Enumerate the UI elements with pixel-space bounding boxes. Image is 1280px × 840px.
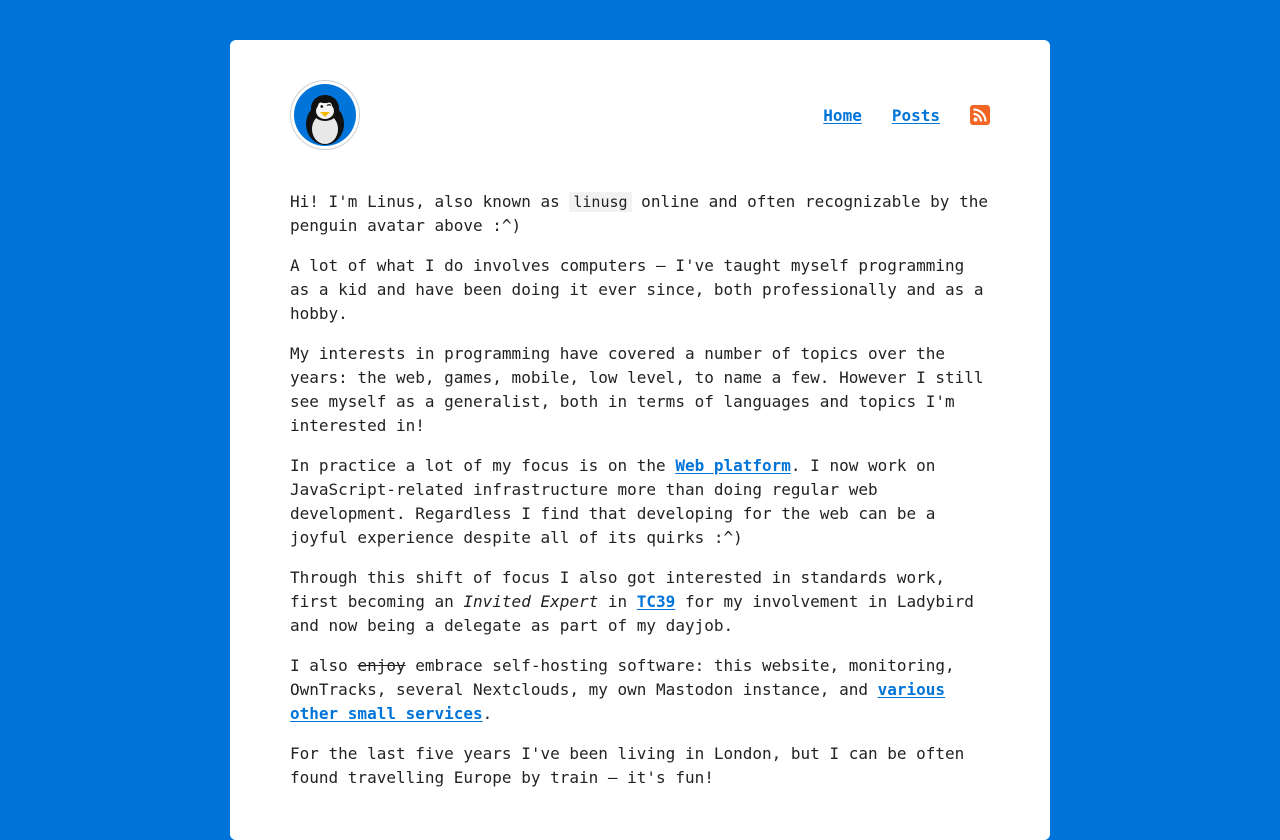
text-fragment: online and often recognizable by the penguin avatar above :^) [290,192,988,235]
text-fragment: In practice a lot of my focus is on the [290,456,676,475]
avatar[interactable] [290,80,360,150]
penguin-icon [294,84,356,146]
self-hosting-paragraph [290,654,990,726]
interests-paragraph: My interests in programming have covered a number of topics over the years: the web, games, mobile, low level, to name a few. However I still see myself as a generalist, both in terms of languages and topics I'm interested in! [290,344,984,435]
small-services-link[interactable]: various other small services [290,680,946,723]
intro-content [290,190,990,790]
intro-paragraph [290,190,990,238]
text-fragment: Through this shift of focus I also got interested in standards work, first becoming an [290,568,946,611]
main-card [230,40,1050,840]
computers-paragraph: A lot of what I do involves computers — I've taught myself programming as a kid and have been doing it ever since, both professionally and as a hobby. [290,256,984,323]
text-fragment: in [598,592,637,611]
struck-word: enjoy [357,656,406,675]
nav-posts-link[interactable]: Posts [891,105,940,125]
london-paragraph: For the last five years I've been living in London, but I can be often found travelling Europe by train — it's fun! [290,744,965,787]
rss-icon [970,105,990,125]
text-fragment: for my involvement in Ladybird and now being a delegate as part of my dayjob. [290,592,974,635]
invited-expert-text: Invited Expert [463,592,599,611]
text-fragment: Hi! I'm Linus, also known as [290,192,570,211]
text-fragment: embrace self-hosting software: this website, monitoring, OwnTracks, several Nextclouds, my own Mastodon instance, and [290,656,955,699]
site-header [290,80,990,190]
text-fragment: I also [290,656,358,675]
tc39-link[interactable]: TC39 [636,592,676,611]
web-platform-link[interactable]: Web platform [675,456,791,475]
rss-feed-link[interactable] [970,105,990,125]
text-fragment: . I now work on JavaScript-related infrastructure more than doing regular web development. Regardless I find that developing for the web can be a joyful experience despite all of its quirks :^) [290,456,936,547]
standards-paragraph [290,566,990,638]
nav-home-link[interactable]: Home [823,105,862,125]
username-code: linusg [569,192,631,212]
web-platform-paragraph [290,454,990,550]
main-nav [793,105,990,125]
text-fragment: . [482,704,493,723]
